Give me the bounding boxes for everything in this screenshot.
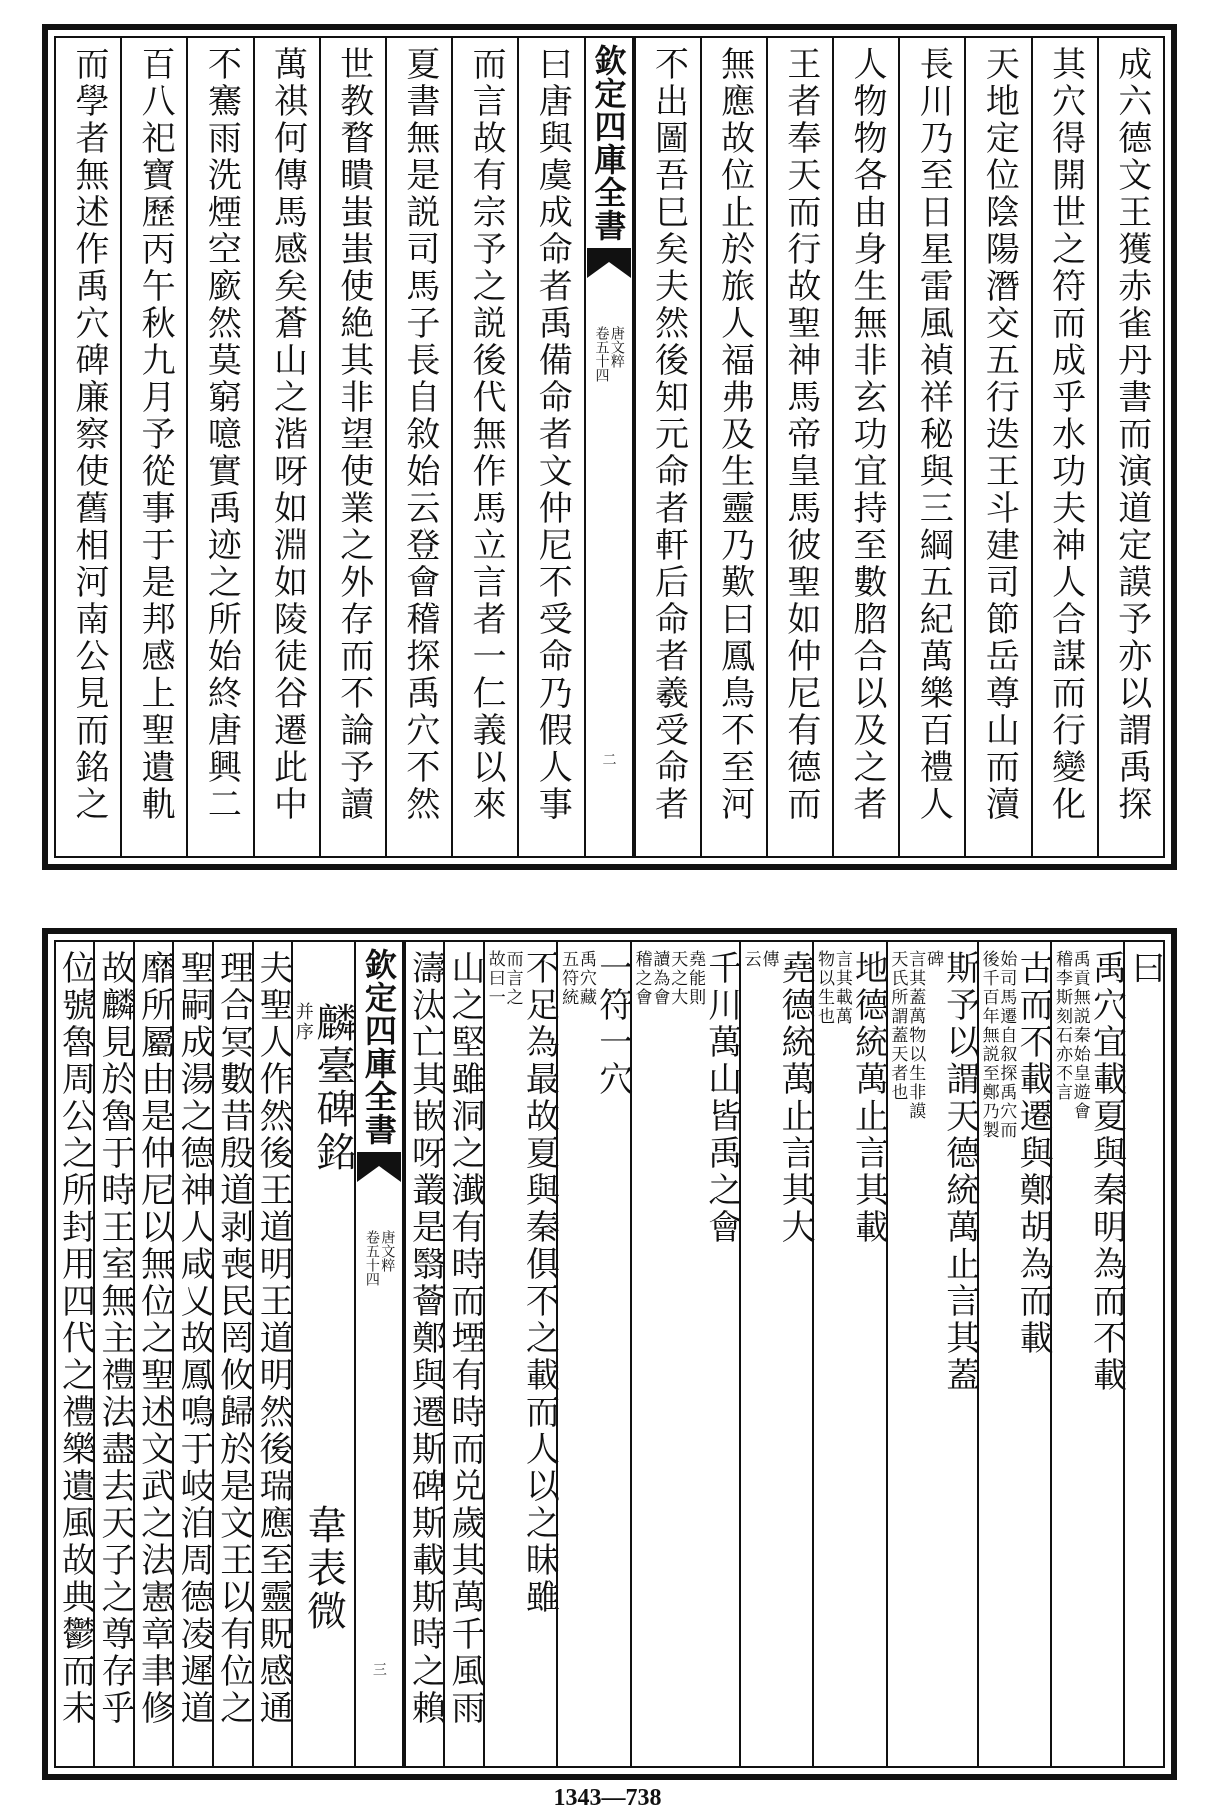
text-column (1123, 942, 1166, 1766)
annotation-note: 言其載萬 物以生也 (813, 950, 852, 1026)
column-text: 位號魯周公之所封用四代之禮樂遺風故典鬱而未 (55, 950, 96, 1727)
text-column (120, 38, 186, 856)
book-title: 欽定四庫全書 (589, 44, 628, 242)
annotation-note: 始司馬遷自叙探禹穴而 後千百年無説至鄭乃製 (978, 950, 1017, 1140)
column-text: 堯德統萬止言其大 (775, 950, 816, 1246)
column-text: 百八祀寶歷丙午秋九月予從事于是邦感上聖遺軌 (135, 46, 176, 823)
text-column (700, 38, 766, 856)
bottom-page (42, 928, 1177, 1780)
text-column (1050, 942, 1127, 1766)
column-text: 古而不載遷與鄭胡為而載 (1013, 950, 1054, 1357)
column-text: 夫聖人作然後王道明王道明然後瑞應至靈貺感通 (253, 950, 294, 1727)
column-text: 而言故有宗予之説後代無作馬立言者一仁義以來 (466, 46, 507, 823)
text-column (630, 942, 742, 1766)
annotation-note: 禹貢無説秦始皇遊會 稽李斯刻石亦不言 (1051, 950, 1090, 1121)
column-text: 聖嗣成湯之德神人咸乂故鳳鳴于岐洎周德凌遲道 (174, 950, 215, 1727)
text-column (1097, 38, 1163, 856)
title-column (291, 942, 354, 1766)
volume-label: 唐文粹 卷五十四 (363, 1230, 396, 1286)
column-text: 世教瞀瞶蚩蚩使絶其非望使業之外存而不論予讀 (333, 46, 374, 823)
column-text: 理合冥數昔殷道剥喪民罔攸歸於是文王以有位之 (213, 950, 254, 1727)
center-gutter (584, 38, 634, 856)
column-text: 千川萬山皆禹之會 (701, 950, 742, 1246)
annotation-note: 而言之 故曰一 (484, 950, 523, 1007)
column-text: 山之堅雖洞之瀐有時而堙有時而兑歲其萬千風雨 (445, 950, 486, 1727)
annotation-note: 禹穴藏 五符統 (558, 950, 597, 1007)
text-column (253, 38, 319, 856)
fishtail-mark-icon (357, 1152, 401, 1186)
column-text: 一符一穴 (592, 950, 633, 1098)
text-column (634, 38, 700, 856)
leaf-number: 三 (370, 1662, 387, 1676)
text-column (739, 942, 816, 1766)
text-column (443, 942, 486, 1766)
column-text: 靡所屬由是仲尼以無位之聖述文武之法憲章聿修 (134, 950, 175, 1727)
text-column (319, 38, 385, 856)
text-column (964, 38, 1030, 856)
text-column (898, 38, 964, 856)
book-title: 欽定四庫全書 (359, 948, 398, 1146)
column-text: 地德統萬止言其載 (848, 950, 889, 1246)
column-text: 王者奉天而行故聖神馬帝皇馬彼聖如仲尼有德而 (780, 46, 821, 823)
text-column (766, 38, 832, 856)
bottom-page-text-frame (54, 940, 1165, 1768)
column-text: 不足為最故夏與秦俱不之載而人以之昧雖 (519, 950, 560, 1616)
column-text: 天地定位陰陽潛交五行迭王斗建司節岳尊山而瀆 (979, 46, 1020, 823)
text-column (385, 38, 451, 856)
text-column (172, 942, 215, 1766)
page-number-footer: 1343—738 (553, 1785, 662, 1811)
text-column (1031, 38, 1097, 856)
text-column (556, 942, 633, 1766)
text-column (56, 942, 94, 1766)
text-column (517, 38, 583, 856)
text-column (186, 38, 252, 856)
text-column (451, 38, 517, 856)
top-page-text-frame (54, 36, 1165, 858)
text-column (886, 942, 980, 1766)
column-text: 而學者無述作禹穴碑廉察使舊相河南公見而銘之 (68, 46, 109, 823)
annotation-note: 傳 云 (740, 950, 779, 969)
author-name: 韋表微 (300, 1504, 347, 1633)
title-subtitle: 并序 (292, 1002, 314, 1042)
column-text: 其穴得開世之符而成乎水功夫神人合謀而行變化 (1045, 46, 1086, 823)
text-column (133, 942, 173, 1766)
text-column (56, 38, 120, 856)
column-text: 故麟見於魯于時王室無主禮法盡去天子之尊存乎 (95, 950, 136, 1727)
column-text: 曰 (1125, 950, 1166, 987)
text-column (252, 942, 292, 1766)
column-text: 萬祺何傳馬感矣蒼山之湝呀如淵如陵徒谷遷此中 (267, 46, 308, 823)
column-text: 無應故位止於旅人福弗及生靈乃歎曰鳳鳥不至河 (714, 46, 755, 823)
column-text: 禹穴宜載夏與秦明為而不載 (1086, 950, 1127, 1394)
column-text: 濤汰亡其嵌呀叢是翳薈鄭與遷斯碑斯載斯時之賴 (405, 950, 446, 1727)
inscription-title: 麟臺碑銘 (309, 1002, 356, 1174)
fishtail-mark-icon (587, 248, 631, 282)
annotation-note: 堯能則 天之大 讀為會 稽之會 (631, 950, 706, 1007)
annotation-note: 碑 言其蓋萬物以生非謨 天氏所謂蓋天者也 (887, 950, 944, 1121)
column-text: 曰唐與虞成命者禹備命者文仲尼不受命乃假人事 (532, 46, 573, 823)
text-column (93, 942, 136, 1766)
column-text: 斯予以謂天德統萬止言其蓋 (939, 950, 980, 1394)
column-text: 成六德文王獲赤雀丹書而演道定謨予亦以謂禹探 (1111, 46, 1152, 823)
text-column (212, 942, 252, 1766)
text-column (812, 942, 889, 1766)
text-column (483, 942, 560, 1766)
top-page (42, 24, 1177, 870)
text-column (404, 942, 444, 1766)
column-text: 不騫雨洗煙空廞然莫窮噫實禹迹之所始終唐興二 (201, 46, 242, 823)
volume-label: 唐文粹 卷五十四 (593, 326, 625, 382)
center-gutter (354, 942, 404, 1766)
column-text: 長川乃至日星雷風禎祥秘與三綱五紀萬樂百禮人 (913, 46, 954, 823)
text-column (832, 38, 898, 856)
text-column (977, 942, 1054, 1766)
column-text: 夏書無是説司馬子長自敘始云登會稽探禹穴不然 (399, 46, 440, 823)
column-text: 不出圖吾巳矣夫然後知元命者軒后命者羲受命者 (648, 46, 689, 823)
leaf-number: 二 (600, 752, 617, 766)
column-text: 人物物各由身生無非玄功宜持至數脗合以及之者 (847, 46, 887, 823)
